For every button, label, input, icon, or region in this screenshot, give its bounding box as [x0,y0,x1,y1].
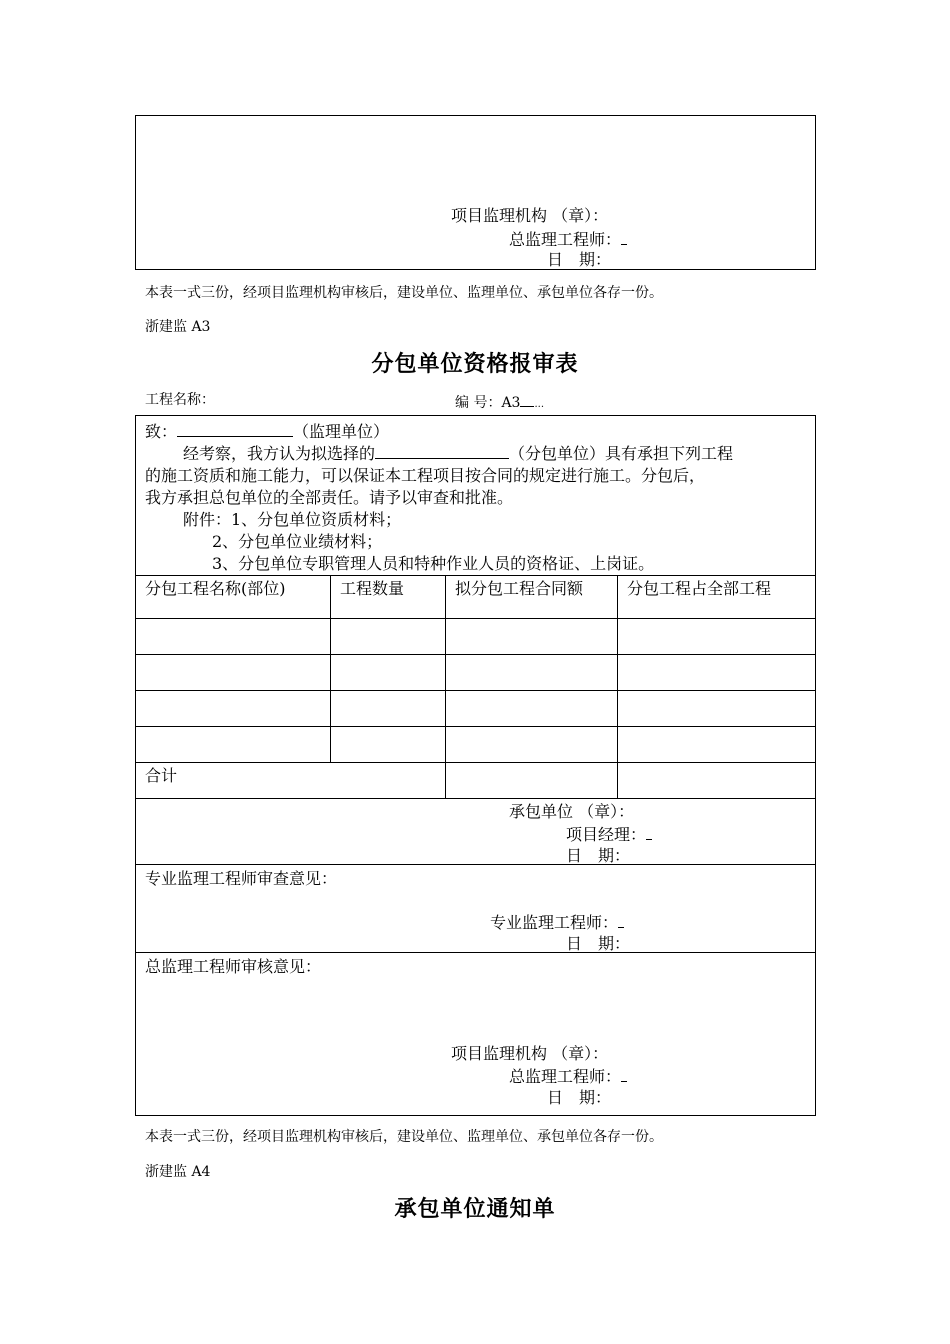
table-header-cell: 分包工程占全部工程 [627,579,772,598]
table-top-border [135,575,816,576]
form-title-a4: 承包单位通知单 [394,1196,556,1222]
table-row-line [135,654,816,655]
top-date: 日 期： [547,250,612,269]
top-org-seal: 项目监理机构 （章）： [451,206,609,225]
attachment-2: 2、分包单位业绩材料； [212,532,383,551]
para-line-1: 经考察，我方认为拟选择的 （分包单位）具有承担下列工程 [183,444,734,463]
table-row-line [135,618,816,619]
note-copies-1: 本表一式三份，经项目监理机构审核后，建设单位、监理单位、承包单位各存一份。 [145,285,663,301]
chief-date: 日 期： [547,1088,612,1107]
section-divider [135,864,816,865]
form-title-a3: 分包单位资格报审表 [371,351,579,377]
specialist-date: 日 期： [566,934,631,953]
to-line: 致： （监理单位） [145,422,390,441]
chief-org-seal: 项目监理机构 （章）： [451,1044,609,1063]
table-row-line [135,690,816,691]
table-row-line [135,726,816,727]
table-header-cell: 分包工程名称(部位) [145,579,286,598]
contractor-date: 日 期： [566,846,631,865]
table-header-cell: 工程数量 [340,579,405,598]
table-col-line [617,575,618,798]
top-form-box [135,115,816,270]
project-name-label: 工程名称： [145,392,215,408]
form-code-a3: 浙建监 A3 [145,319,211,335]
contractor-seal: 承包单位 （章）： [509,802,635,821]
specialist-opinion-label: 专业监理工程师审查意见： [145,869,338,888]
table-col-line [445,575,446,798]
note-copies-2: 本表一式三份，经项目监理机构审核后，建设单位、监理单位、承包单位各存一份。 [145,1129,663,1145]
attachment-3: 3、分包单位专职管理人员和特种作业人员的资格证、上岗证。 [212,554,655,573]
serial-number: 编 号：A3 ... [455,390,544,415]
top-chief-engineer: 总监理工程师： [509,228,627,251]
contractor-manager: 项目经理： [566,823,652,846]
para-line-3: 我方承担总包单位的全部责任。请予以审查和批准。 [145,488,514,507]
table-header-cell: 拟分包工程合同额 [455,579,584,598]
form-code-a4: 浙建监 A4 [145,1164,211,1180]
para-line-2: 的施工资质和施工能力，可以保证本工程项目按合同的规定进行施工。分包后， [145,466,706,485]
chief-opinion-label: 总监理工程师审核意见： [145,957,322,976]
table-total-label: 合计 [145,766,178,785]
table-bottom-border [135,798,816,799]
specialist-engineer: 专业监理工程师： [490,911,624,934]
section-divider [135,952,816,953]
table-row-line [135,762,816,763]
table-col-line [330,575,331,762]
chief-engineer: 总监理工程师： [509,1065,627,1088]
attachment-1: 附件：1、分包单位资质材料； [183,510,402,529]
